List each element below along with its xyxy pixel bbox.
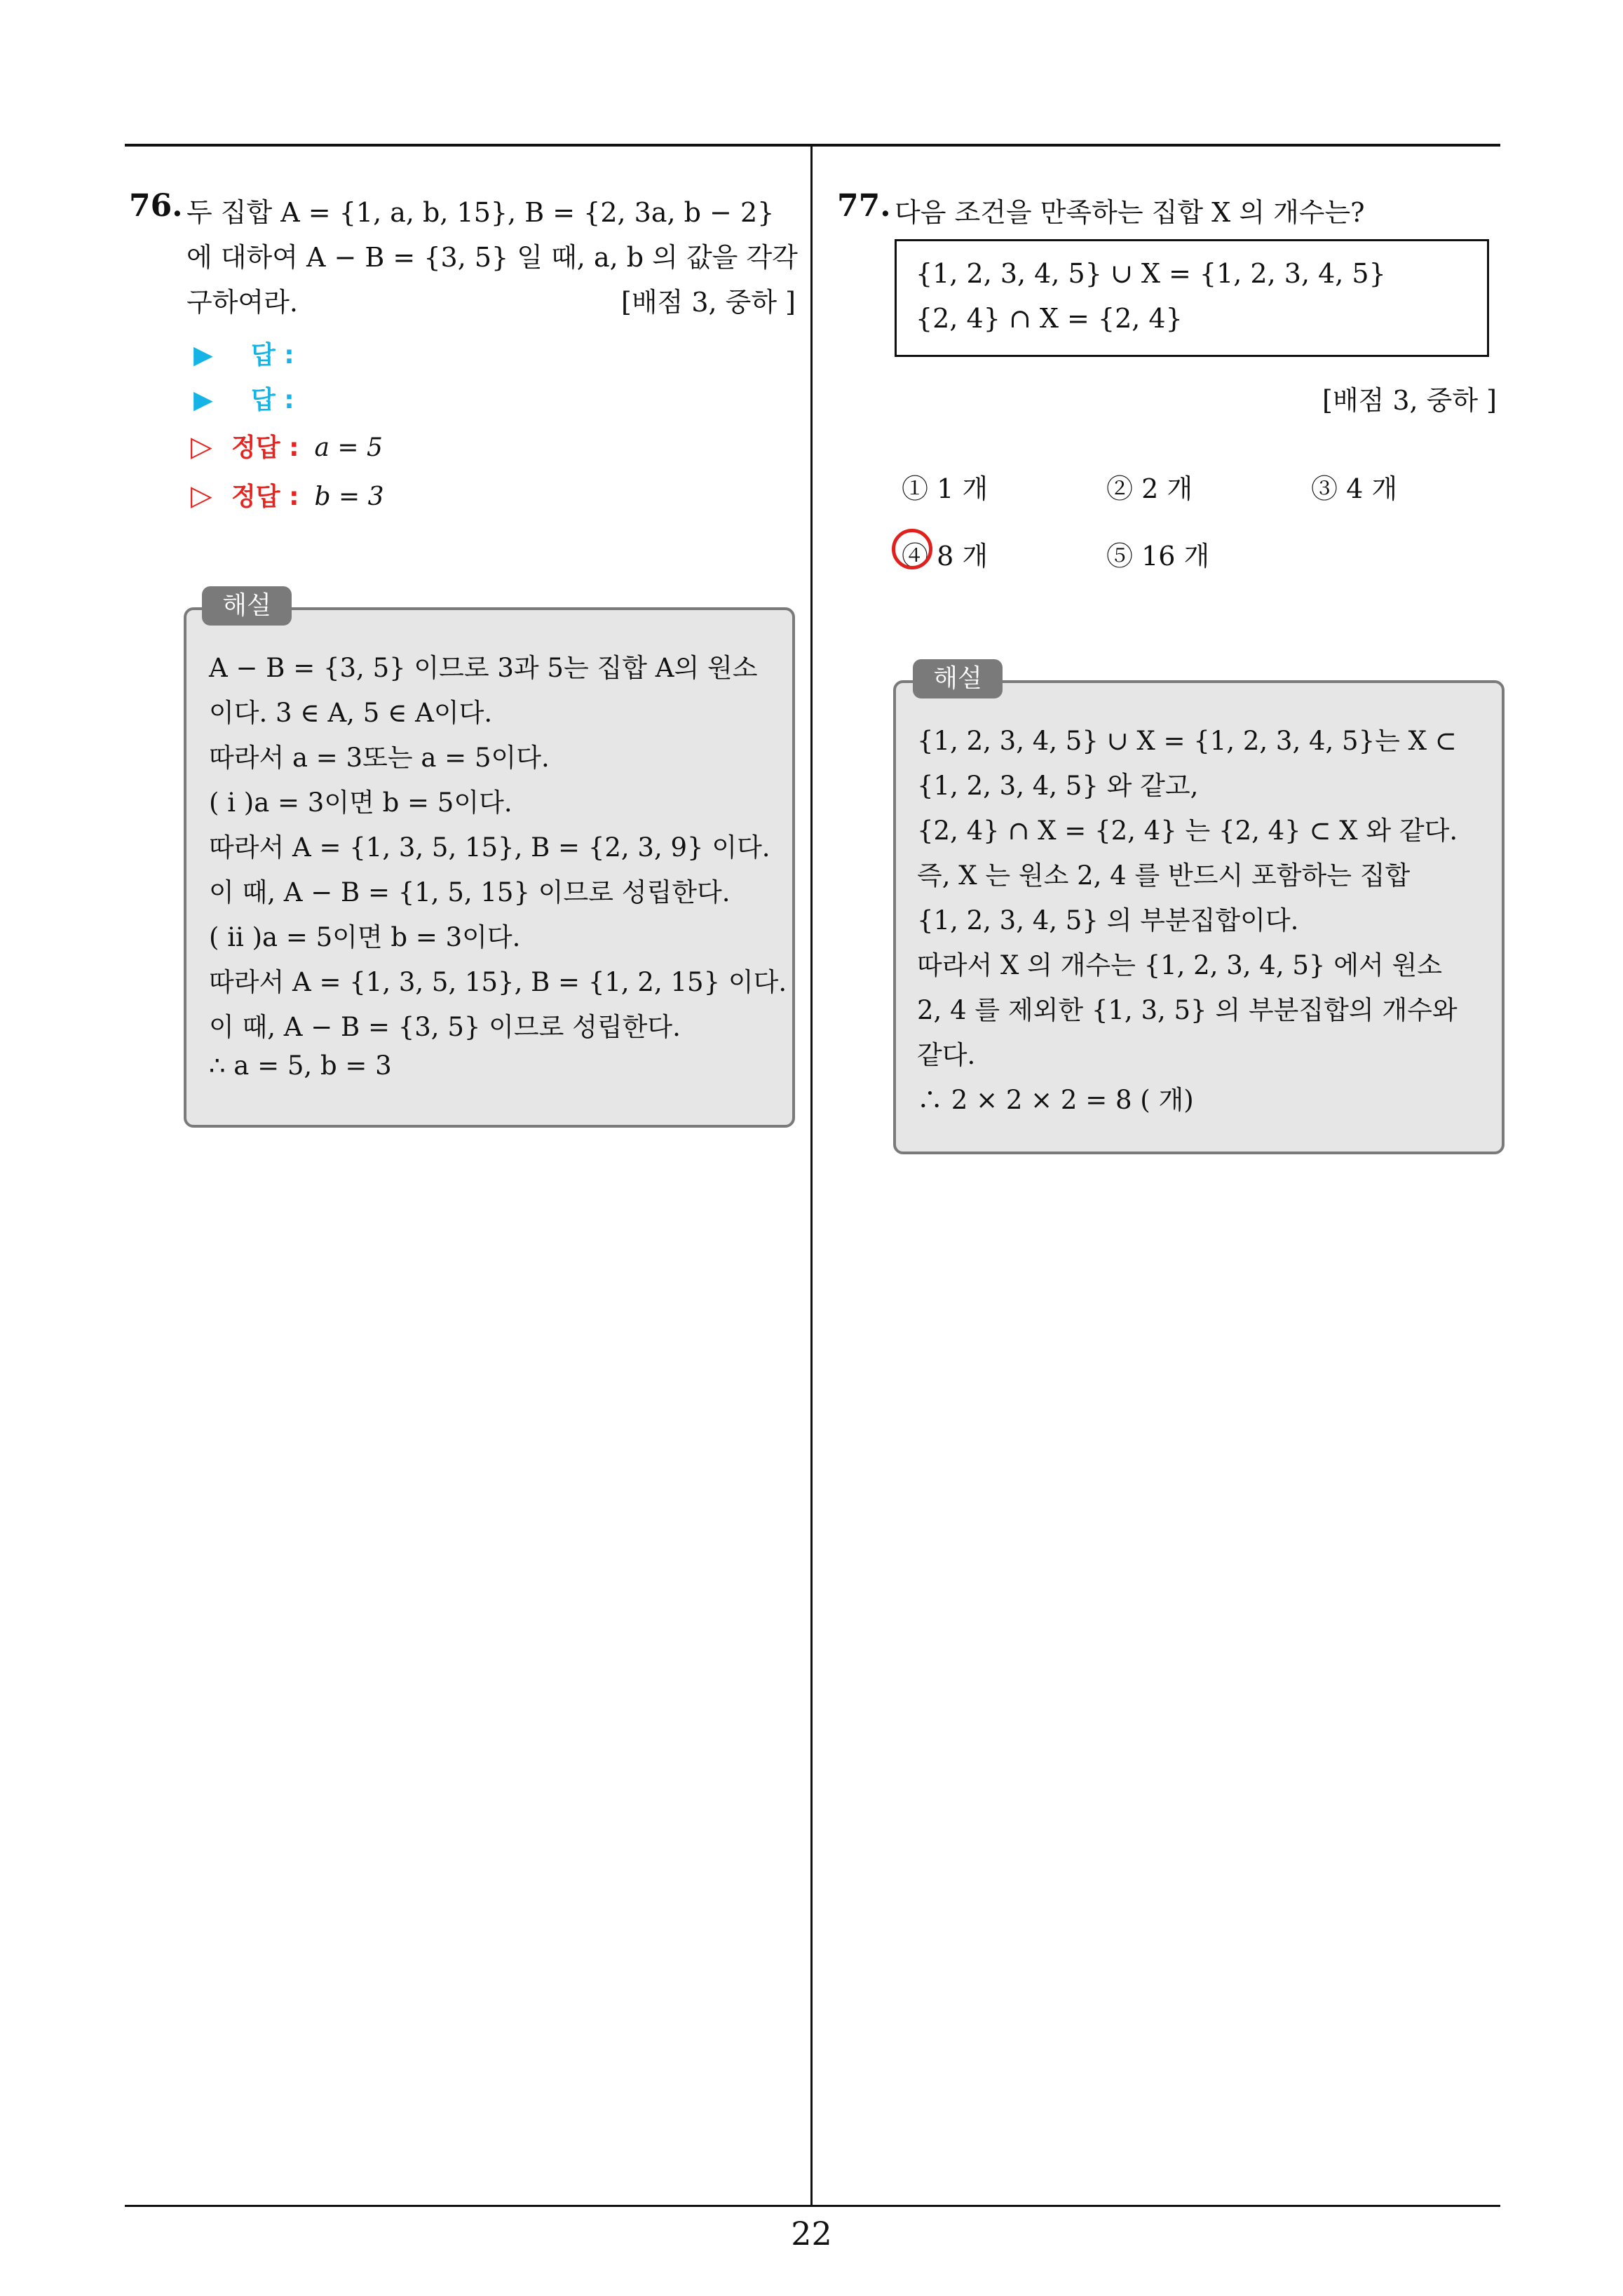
q77-question: 다음 조건을 만족하는 집합 X 의 개수는? [895, 197, 1365, 228]
q76-correct-row-1 [191, 428, 383, 464]
q77-condition-box [895, 239, 1489, 357]
q77-solution-line: {1, 2, 3, 4, 5} ∪ X = {1, 2, 3, 4, 5}는 X ⊂ [917, 726, 1457, 756]
correct-value-a: a = 5 [314, 433, 383, 462]
q77-condition-2: {2, 4} ∩ X = {2, 4} [916, 303, 1183, 334]
column-divider [810, 144, 813, 2206]
q76-solution-line: ( ii )a = 5이면 b = 3이다. [209, 922, 521, 952]
q76-score: [배점 3, 중하 ] [621, 287, 796, 318]
choice-3[interactable]: ③ 4 개 [1311, 473, 1398, 504]
play-triangle-icon: ▶ [193, 386, 213, 414]
q77-solution-line: ∴ 2 × 2 × 2 = 8 ( 개) [917, 1085, 1194, 1115]
q76-solution-line: 이 때, A − B = {3, 5} 이므로 성립한다. [209, 1012, 681, 1042]
q77-score: [배점 3, 중하 ] [1322, 385, 1497, 416]
play-triangle-icon: ▶ [193, 341, 213, 370]
q77-solution-line: 2, 4 를 제외한 {1, 3, 5} 의 부분집합의 개수와 [917, 995, 1458, 1025]
q77-number: 77. [837, 188, 891, 224]
correct-label: 정답 : [231, 482, 299, 511]
bottom-rule [125, 2205, 1500, 2207]
q76-solution-line: A − B = {3, 5} 이므로 3과 5는 집합 A의 원소 [209, 653, 758, 683]
q76-solution-box [184, 607, 795, 1128]
choice-2[interactable]: ② 2 개 [1106, 473, 1193, 504]
correct-label: 정답 : [231, 433, 299, 462]
q76-solution-line: 따라서 A = {1, 3, 5, 15}, B = {2, 3, 9} 이다. [209, 832, 770, 863]
answer-label: 답 : [251, 386, 294, 414]
q77-solution-line: 따라서 X 의 개수는 {1, 2, 3, 4, 5} 에서 원소 [917, 950, 1442, 980]
q76-solution-line: ∴ a = 5, b = 3 [209, 1051, 392, 1081]
q77-solution-line: {2, 4} ∩ X = {2, 4} 는 {2, 4} ⊂ X 와 같다. [917, 816, 1458, 846]
q77-solution-line: 즉, X 는 원소 2, 4 를 반드시 포함하는 집합 [917, 860, 1411, 891]
choice-5[interactable]: ⑤ 16 개 [1106, 541, 1210, 572]
q76-solution-line: ( i )a = 3이면 b = 5이다. [209, 788, 512, 818]
selected-answer-circle-icon [892, 529, 932, 569]
top-rule [125, 144, 1500, 147]
outline-triangle-icon: ▷ [191, 431, 212, 463]
q76-line-1: 두 집합 A = {1, a, b, 15}, B = {2, 3a, b − 2} [186, 197, 775, 228]
q76-answer-row-2 [193, 380, 294, 416]
q76-correct-row-2 [191, 477, 383, 513]
outline-triangle-icon: ▷ [191, 480, 212, 512]
q76-line-2: 에 대하여 A − B = {3, 5} 일 때, a, b 의 값을 각각 [186, 242, 798, 273]
q76-solution-line: 이다. 3 ∈ A, 5 ∈ A이다. [209, 698, 493, 728]
q76-answer-row-1 [193, 335, 294, 371]
q77-solution-line: 같다. [917, 1040, 976, 1070]
q77-solution-tag: 해설 [913, 659, 1003, 698]
choice-4[interactable]: ④ 8 개 [902, 541, 989, 572]
q76-solution-line: 따라서 a = 3또는 a = 5이다. [209, 743, 550, 773]
page-number: 22 [791, 2215, 832, 2253]
q76-solution-line: 이 때, A − B = {1, 5, 15} 이므로 성립한다. [209, 877, 731, 907]
correct-value-b: b = 3 [314, 482, 384, 511]
q77-solution-line: {1, 2, 3, 4, 5} 의 부분집합이다. [917, 905, 1299, 936]
q76-line-3: 구하여라. [186, 287, 298, 318]
q77-condition-1: {1, 2, 3, 4, 5} ∪ X = {1, 2, 3, 4, 5} [916, 258, 1386, 289]
q76-solution-line: 따라서 A = {1, 3, 5, 15}, B = {1, 2, 15} 이다. [209, 967, 787, 997]
answer-label: 답 : [251, 341, 294, 370]
q77-solution-line: {1, 2, 3, 4, 5} 와 같고, [917, 771, 1199, 801]
q76-number: 76. [129, 188, 183, 224]
choice-1[interactable]: ① 1 개 [902, 473, 989, 504]
q76-solution-tag: 해설 [202, 586, 292, 626]
